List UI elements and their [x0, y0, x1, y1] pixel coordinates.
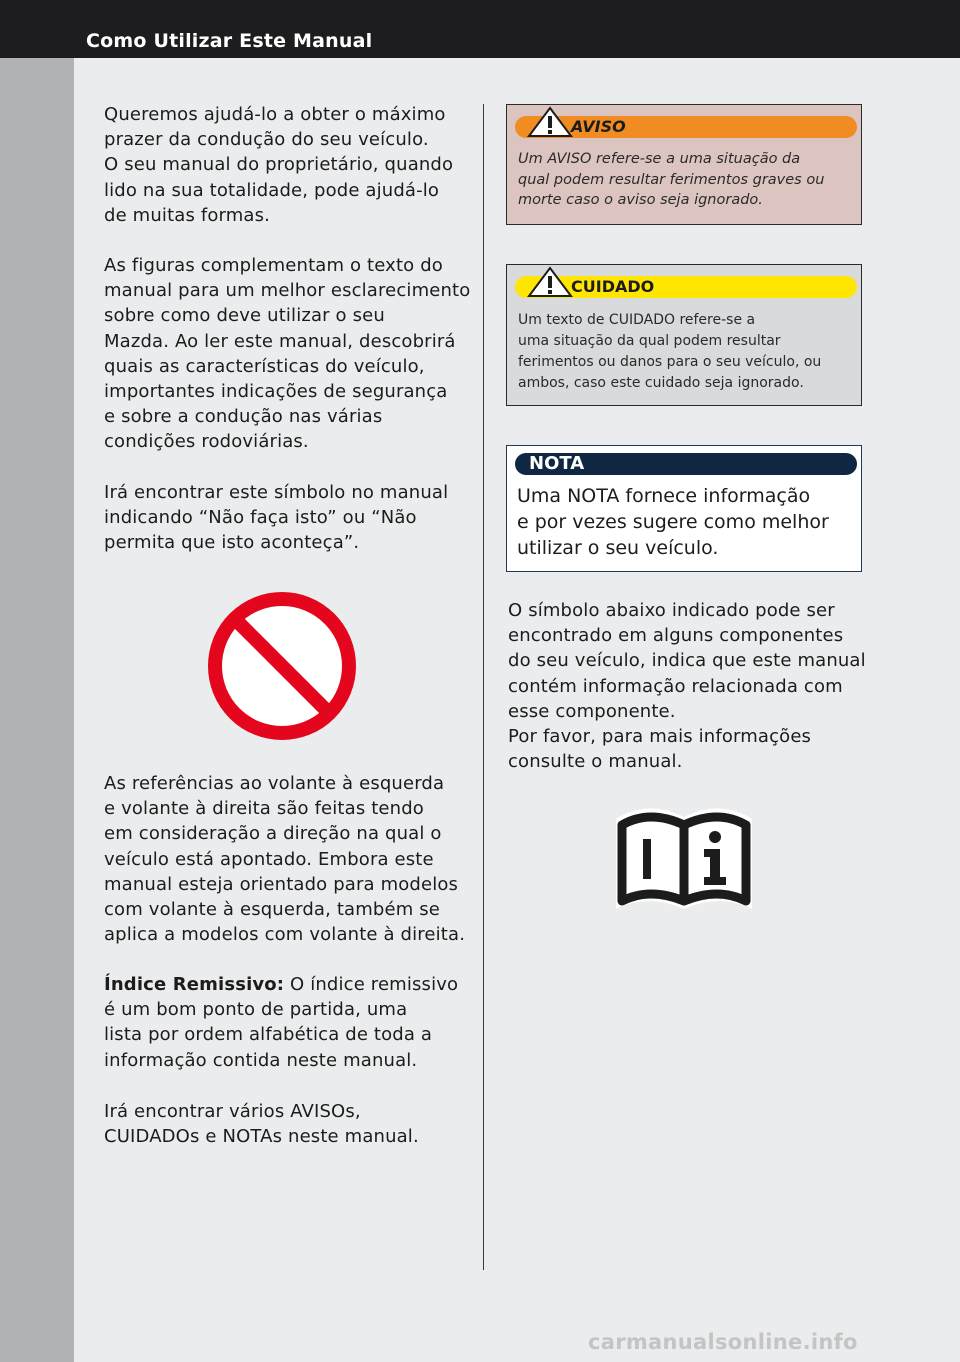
steering-paragraph: As referências ao volante à esquerda e volante à direita são feitas tendo em consideração a direção na qual o veículo está apontado. Embora este manual esteja orientado para modelos com volante à esquerda, também se aplica a modelos com volante à direita. — [104, 773, 466, 946]
warning-triangle-icon — [527, 266, 573, 298]
index-paragraph — [104, 972, 458, 1073]
column-divider — [483, 104, 484, 1270]
intro-paragraph: Queremos ajudá-lo a obter o máximo prazer da condução do seu veículo. O seu manual do proprietário, quando lido na sua totalidade, pode ajudá-lo de muitas formas. — [104, 104, 454, 226]
cuidado-header-bar — [515, 276, 857, 298]
page-header — [0, 0, 960, 58]
figures-paragraph: As figuras complementam o texto do manual para um melhor esclarecimento sobre como deve utilizar o seu Mazda. Ao ler este manual, descobrirá quais as características do veículo, importantes indicações de segurança e sobre a condução nas várias condições rodoviárias. — [104, 255, 471, 453]
nota-text: Uma NOTA fornece informação e por vezes sugere como melhor utilizar o seu veículo. — [517, 485, 829, 559]
index-text: O índice remissivo é um bom ponto de partida, uma lista por ordem alfabética de toda a informação contida neste manual. — [104, 974, 459, 1071]
nota-header-bar — [515, 453, 857, 475]
symbol-paragraph: Irá encontrar este símbolo no manual indicando “Não faça isto” ou “Não permita que isto aconteça”. — [104, 482, 449, 554]
prohibition-icon — [206, 590, 358, 742]
cuidado-text: Um texto de CUIDADO refere-se a uma situação da qual podem resultar ferimentos ou danos para o seu veículo, ou ambos, caso este cuidado seja ignorado. — [518, 312, 822, 391]
watermark: carmanualsonline.info — [588, 1330, 858, 1354]
manual-symbol-paragraph: O símbolo abaixo indicado pode ser encontrado em alguns componentes do seu veículo, indica que este manual contém informação relacionada com esse componente. Por favor, para mais informações consulte o manual. — [508, 600, 866, 773]
aviso-header-bar — [515, 116, 857, 138]
manual-info-icon — [612, 795, 756, 913]
warnings-paragraph: Irá encontrar vários AVISOs, CUIDADOs e NOTAs neste manual. — [104, 1101, 419, 1148]
aviso-label: AVISO — [571, 117, 626, 136]
page-title: Como Utilizar Este Manual — [86, 30, 373, 52]
index-label: Índice Remissivo: — [104, 974, 285, 995]
cuidado-label: CUIDADO — [571, 277, 655, 296]
aviso-text: Um AVISO refere-se a uma situação da qual podem resultar ferimentos graves ou morte caso o aviso seja ignorado. — [518, 151, 825, 208]
left-margin-band — [0, 58, 74, 1362]
warning-triangle-icon — [527, 106, 573, 138]
nota-label: NOTA — [529, 453, 585, 474]
aviso-box — [506, 104, 862, 225]
cuidado-box — [506, 264, 862, 406]
nota-box — [506, 445, 862, 572]
